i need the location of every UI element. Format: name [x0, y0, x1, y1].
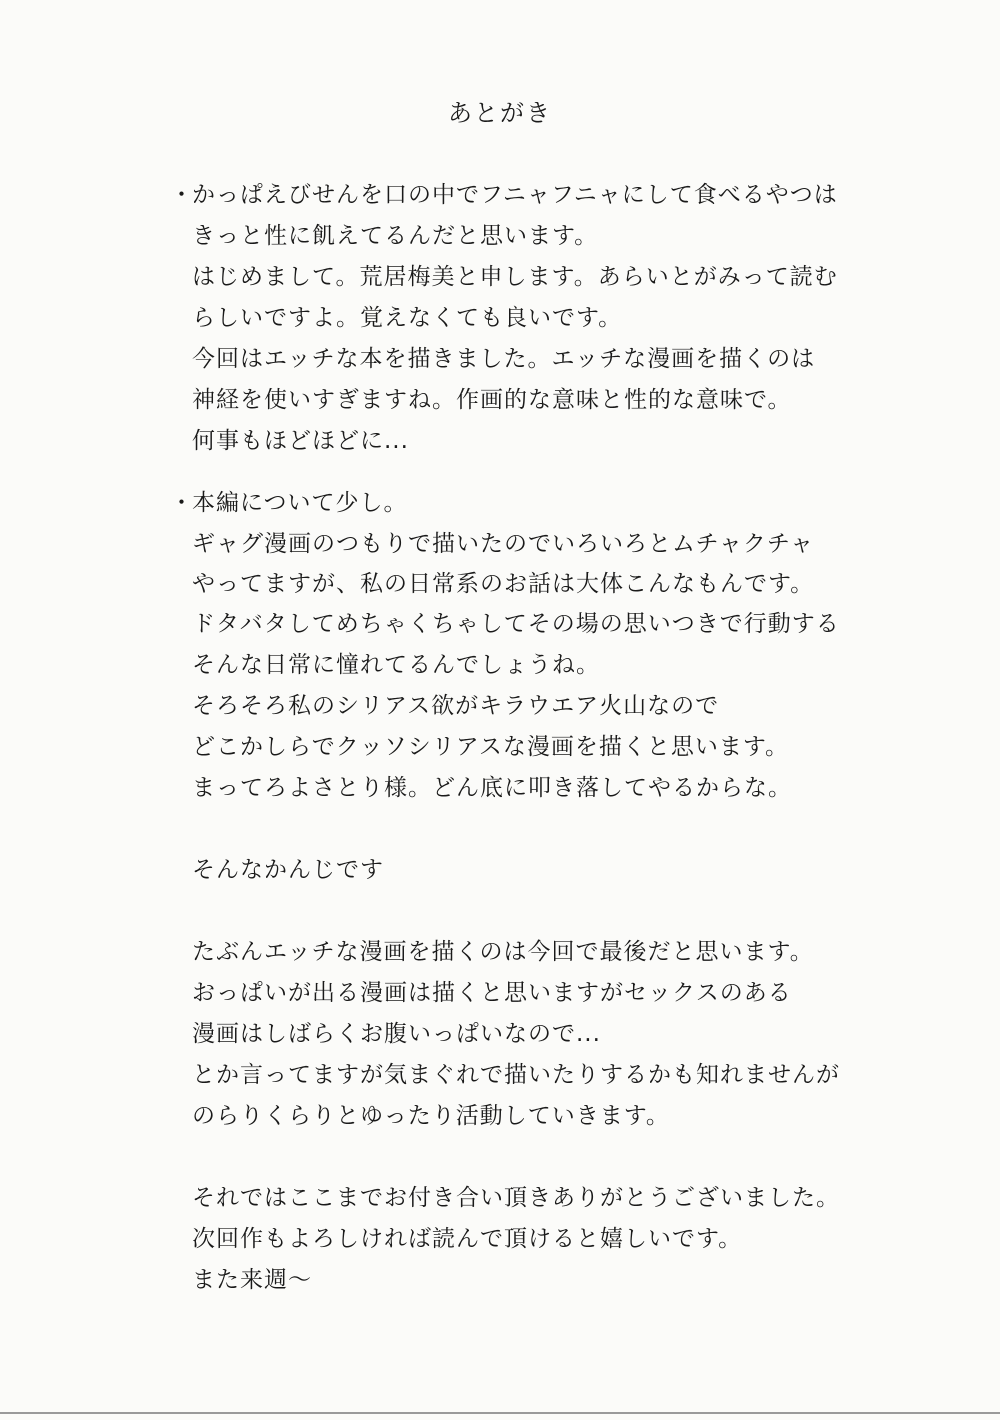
text-line: どこかしらでクッソシリアスな漫画を描くと思います。	[192, 734, 790, 760]
page-title: あとがき	[448, 99, 552, 127]
text-line: 漫画はしばらくお腹いっぱいなので...	[192, 1021, 601, 1047]
text-line: はじめまして。荒居梅美と申します。あらいとがみって読む	[192, 264, 838, 290]
text-line: まってろよさとり様。どん底に叩き落してやるからな。	[192, 775, 792, 801]
text-line: そんな日常に憧れてるんでしょうね。	[192, 652, 600, 678]
text-line: 本編について少し。	[192, 490, 408, 516]
text-line: それではここまでお付き合い頂きありがとうございました。	[192, 1185, 840, 1211]
text-line: また来週～	[192, 1267, 312, 1293]
text-line: ギャグ漫画のつもりで描いたのでいろいろとムチャクチャ	[192, 531, 815, 557]
text-line: そろそろ私のシリアス欲がキラウエア火山なので	[192, 693, 720, 719]
text-line: とか言ってますが気まぐれで描いたりするかも知れませんが	[192, 1062, 840, 1088]
text-line: おっぱいが出る漫画は描くと思いますがセックスのある	[192, 980, 792, 1006]
text-line: そんなかんじです	[192, 857, 384, 883]
text-line: 次回作もよろしければ読んで頂けると嬉しいです。	[192, 1226, 743, 1252]
text-line: 何事もほどほどに...	[192, 428, 409, 454]
text-line: かっぱえびせんを口の中でフニャフニャにして食べるやつは	[192, 182, 838, 208]
text-line: 神経を使いすぎますね。作画的な意味と性的な意味で。	[192, 387, 792, 413]
text-line: らしいですよ。覚えなくても良いです。	[192, 305, 623, 331]
bullet-marker: ・	[170, 490, 193, 516]
text-line: きっと性に飢えてるんだと思います。	[192, 223, 599, 249]
bullet-marker: ・	[170, 182, 193, 208]
text-line: ドタバタしてめちゃくちゃしてその場の思いつきで行動する	[192, 611, 840, 637]
text-line: のらりくらりとゆったり活動していきます。	[192, 1103, 670, 1129]
text-line: やってますが、私の日常系のお話は大体こんなもんです。	[192, 571, 815, 597]
page-bottom-edge	[0, 1412, 1000, 1414]
text-line: たぶんエッチな漫画を描くのは今回で最後だと思います。	[192, 939, 814, 965]
text-line: 今回はエッチな本を描きました。エッチな漫画を描くのは	[192, 346, 816, 372]
